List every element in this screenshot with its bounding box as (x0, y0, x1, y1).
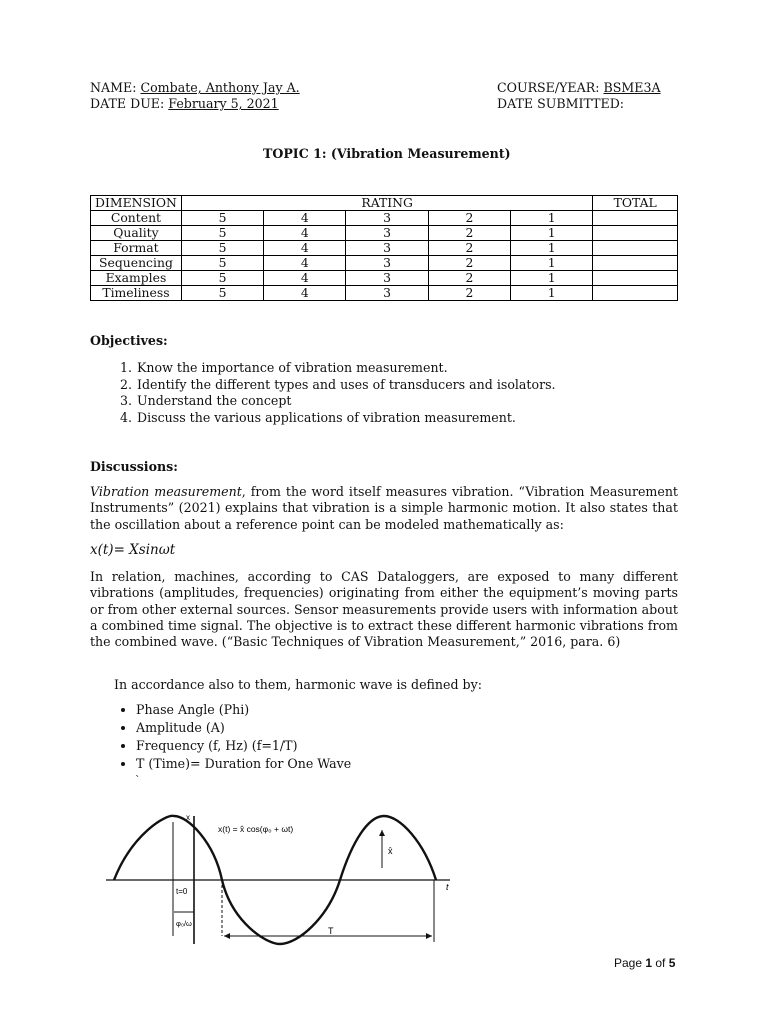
dimension-cell: Content (91, 211, 182, 226)
course-line (497, 80, 661, 95)
harmonic-wave-list (114, 701, 351, 773)
rating-cell: 4 (264, 256, 346, 271)
discussion-paragraph-2: In relation, machines, according to CAS Dataloggers, are exposed to many different vibrations (amplitudes, frequencies) originating from either the equipment’s moving parts or from other external sources. Sensor measurements provide users with information about a combined time signal. The objective is to extract these different harmonic vibrations from the combined wave. (“Basic Techniques of Vibration Measurement,” 2016, para. 6) (90, 569, 678, 650)
discussion-paragraph-3: In accordance also to them, harmonic wave is defined by: (114, 677, 482, 692)
course-label: COURSE/YEAR: (497, 80, 600, 95)
list-item: 3. Understand the concept (136, 393, 556, 410)
list-item: 4. Discuss the various applications of vibration measurement. (136, 410, 556, 427)
rating-cell: 5 (181, 226, 263, 241)
rating-cell: 4 (264, 226, 346, 241)
rating-cell: 3 (346, 241, 428, 256)
phase-label: φ₀/ω (176, 919, 192, 928)
rating-cell: 2 (428, 226, 510, 241)
rating-cell: 2 (428, 271, 510, 286)
total-header: TOTAL (593, 196, 678, 211)
page-current: 1 (645, 956, 653, 970)
rating-cell: 4 (264, 271, 346, 286)
dimension-cell: Sequencing (91, 256, 182, 271)
rating-cell: 3 (346, 256, 428, 271)
rating-cell: 5 (181, 271, 263, 286)
t0-label: t=0 (176, 887, 188, 896)
rating-header: RATING (181, 196, 592, 211)
term-italic: Vibration measurement (90, 484, 242, 499)
rating-cell: 1 (511, 256, 593, 271)
date-due-line (90, 96, 279, 111)
list-item: • T (Time)= Duration for One Wave (136, 755, 351, 773)
rating-cell: 5 (181, 241, 263, 256)
amplitude-arrow-head (379, 830, 385, 836)
total-cell[interactable] (593, 241, 678, 256)
rating-cell: 2 (428, 241, 510, 256)
rubric-table (90, 195, 678, 301)
amplitude-label: x̂ (388, 846, 393, 856)
date-submitted-label: DATE SUBMITTED: (497, 96, 625, 111)
table-row (91, 256, 678, 271)
name-line (90, 80, 300, 95)
total-cell[interactable] (593, 286, 678, 301)
rating-cell: 1 (511, 226, 593, 241)
period-label: T (328, 926, 334, 936)
dimension-header: DIMENSION (91, 196, 182, 211)
rating-cell: 4 (264, 241, 346, 256)
rating-cell: 3 (346, 286, 428, 301)
total-cell[interactable] (593, 271, 678, 286)
paragraph-text: , from the word itself measures vibration. “Vibration Measurement Instruments” (2021) explains that vibration is a simple harmonic motion. It also states that the oscillation about a reference point can be modeled mathematically as: (90, 484, 678, 532)
dimension-cell: Quality (91, 226, 182, 241)
date-due-label: DATE DUE: (90, 96, 165, 111)
rating-cell: 5 (181, 256, 263, 271)
rating-cell: 2 (428, 286, 510, 301)
list-item: • Amplitude (A) (136, 719, 351, 737)
rating-cell: 3 (346, 211, 428, 226)
date-due-value: February 5, 2021 (168, 96, 279, 111)
total-cell[interactable] (593, 211, 678, 226)
total-cell[interactable] (593, 256, 678, 271)
name-label: NAME: (90, 80, 137, 95)
stray-mark: ` (135, 774, 141, 787)
topic-title: TOPIC 1: (Vibration Measurement) (263, 146, 511, 161)
dimension-cell: Timeliness (91, 286, 182, 301)
list-item: 1. Know the importance of vibration measurement. (136, 360, 556, 377)
axis-x-label: x (186, 813, 190, 822)
harmonic-wave-diagram (106, 812, 478, 950)
table-row (91, 226, 678, 241)
rating-cell: 4 (264, 286, 346, 301)
name-value: Combate, Anthony Jay A. (140, 80, 300, 95)
discussions-heading: Discussions: (90, 459, 178, 474)
period-arrow-head-left (224, 933, 230, 939)
rating-cell: 4 (264, 211, 346, 226)
course-value: BSME3A (603, 80, 661, 95)
table-row (91, 286, 678, 301)
page-total: 5 (668, 956, 676, 970)
rating-cell: 5 (181, 211, 263, 226)
table-row (91, 241, 678, 256)
dimension-cell: Format (91, 241, 182, 256)
objectives-heading: Objectives: (90, 333, 168, 348)
rating-cell: 1 (511, 286, 593, 301)
rubric-header-row (91, 196, 678, 211)
rating-cell: 3 (346, 271, 428, 286)
list-item: • Phase Angle (Phi) (136, 701, 351, 719)
table-row (91, 271, 678, 286)
rating-cell: 1 (511, 271, 593, 286)
axis-t-label: t (446, 882, 449, 892)
dimension-cell: Examples (91, 271, 182, 286)
rating-cell: 1 (511, 211, 593, 226)
period-arrow-head-right (426, 933, 432, 939)
rating-cell: 2 (428, 256, 510, 271)
rating-cell: 1 (511, 241, 593, 256)
page-prefix: Page (614, 956, 646, 970)
discussion-paragraph-1 (90, 484, 678, 533)
table-row (91, 211, 678, 226)
total-cell[interactable] (593, 226, 678, 241)
list-item: • Frequency (f, Hz) (f=1/T) (136, 737, 351, 755)
page-number (614, 956, 675, 970)
equation-label: x(t) = x̂ cos(φ₀ + ωt) (218, 824, 294, 834)
rating-cell: 5 (181, 286, 263, 301)
rating-cell: 2 (428, 211, 510, 226)
list-item: 2. Identify the different types and uses of transducers and isolators. (136, 377, 556, 394)
objectives-list (114, 360, 556, 426)
page-of: of (652, 956, 669, 970)
rating-cell: 3 (346, 226, 428, 241)
formula: x(t)= Xsinωt (90, 542, 176, 558)
